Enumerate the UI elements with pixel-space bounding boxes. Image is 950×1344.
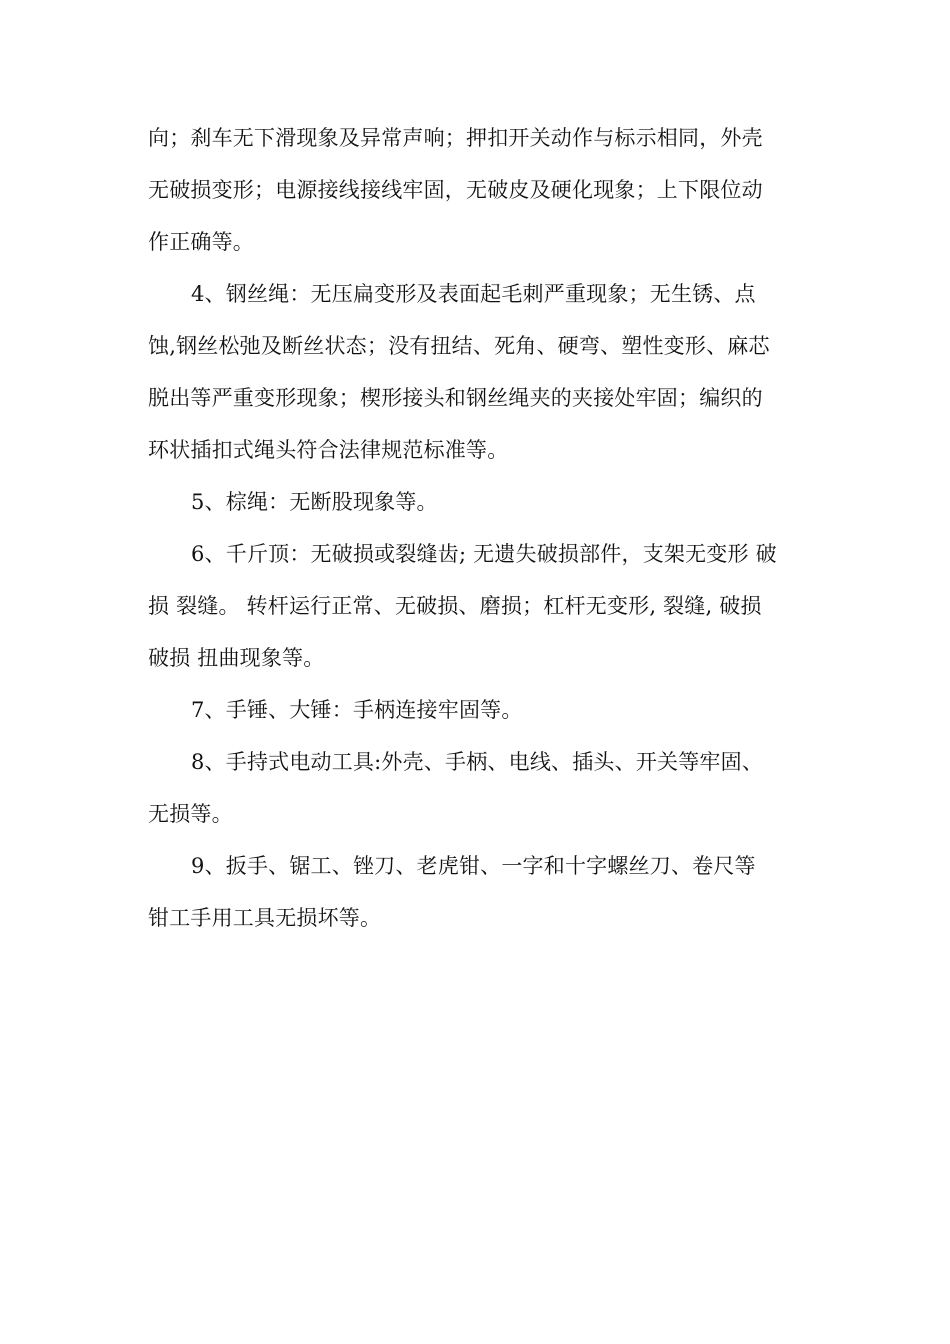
text-line: 环状插扣式绳头符合法律规范标准等。 bbox=[148, 438, 509, 462]
text-line: 损 裂缝。 转杆运行正常、无破损、磨损；杠杆无变形, 裂缝, 破损 bbox=[148, 594, 762, 618]
text-line: 作正确等。 bbox=[148, 230, 254, 254]
text-line: 无破损变形；电源接线接线牢固，无破皮及硬化现象；上下限位动 bbox=[148, 178, 763, 202]
text-line: 8、手持式电动工具:外壳、手柄、电线、插头、开关等牢固、 bbox=[191, 750, 764, 774]
text-line: 钳工手用工具无损坏等。 bbox=[148, 906, 382, 930]
document-body bbox=[148, 112, 804, 944]
text-line: 7、手锤、大锤：手柄连接牢固等。 bbox=[191, 698, 523, 722]
text-line: 破损 扭曲现象等。 bbox=[148, 646, 325, 670]
text-line: 6、千斤顶：无破损或裂缝齿; 无遗失破损部件，支架无变形 破 bbox=[191, 542, 777, 566]
text-line: 无损等。 bbox=[148, 802, 233, 826]
text-line: 蚀,钢丝松弛及断丝状态；没有扭结、死角、硬弯、塑性变形、麻芯 bbox=[148, 334, 770, 358]
text-line: 5、棕绳：无断股现象等。 bbox=[191, 490, 438, 514]
text-line: 向；刹车无下滑现象及异常声响；押扣开关动作与标示相同，外壳 bbox=[148, 126, 763, 150]
text-line: 脱出等严重变形现象；楔形接头和钢丝绳夹的夹接处牢固；编织的 bbox=[148, 386, 763, 410]
text-line: 9、扳手、锯工、锉刀、老虎钳、一字和十字螺丝刀、卷尺等 bbox=[191, 854, 756, 878]
text-line: 4、钢丝绳：无压扁变形及表面起毛刺严重现象；无生锈、点 bbox=[191, 282, 756, 306]
